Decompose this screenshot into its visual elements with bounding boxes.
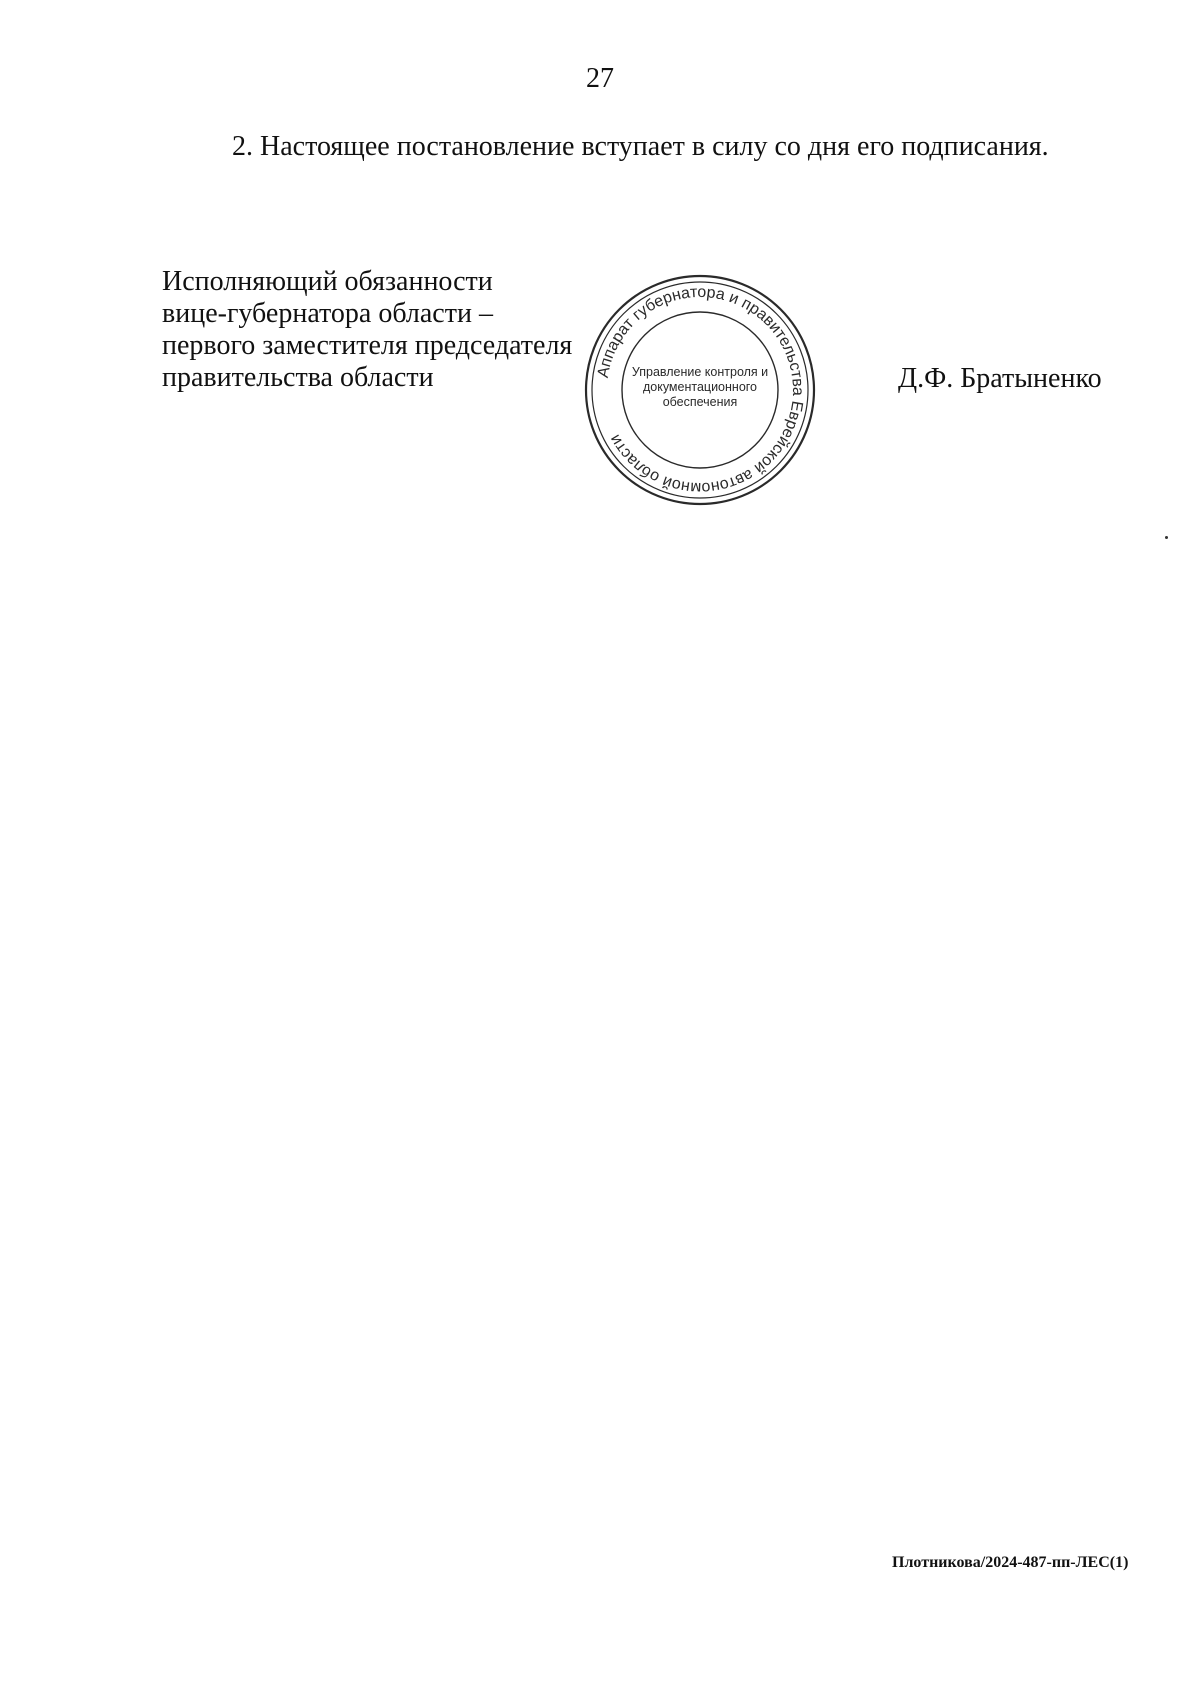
signatory-name: Д.Ф. Братыненко <box>898 363 1102 394</box>
stamp-outer-text: Аппарат губернатора и правительства Еврейской автономной области <box>594 283 807 497</box>
signatory-title-line-2: вице-губернатора области – <box>162 298 493 329</box>
stamp-inner-line-3: обеспечения <box>662 395 738 409</box>
stamp-seal-graphic <box>580 270 820 510</box>
signatory-title-line-3: первого заместителя председателя <box>162 330 573 361</box>
signatory-title-line-4: правительства области <box>162 362 434 393</box>
signatory-title <box>162 266 572 394</box>
official-stamp <box>580 270 820 510</box>
stray-mark <box>1165 536 1168 539</box>
stamp-inner-line-2: документационного <box>642 380 758 394</box>
page-number: 27 <box>586 63 614 94</box>
signatory-title-line-1: Исполняющий обязанности <box>162 266 493 297</box>
paragraph-2: 2. Настоящее постановление вступает в силу со дня его подписания. <box>232 131 1049 162</box>
footer-document-code: Плотникова/2024-487-пп-ЛЕС(1) <box>892 1554 1129 1571</box>
stamp-inner-line-1: Управление контроля и <box>631 365 769 379</box>
